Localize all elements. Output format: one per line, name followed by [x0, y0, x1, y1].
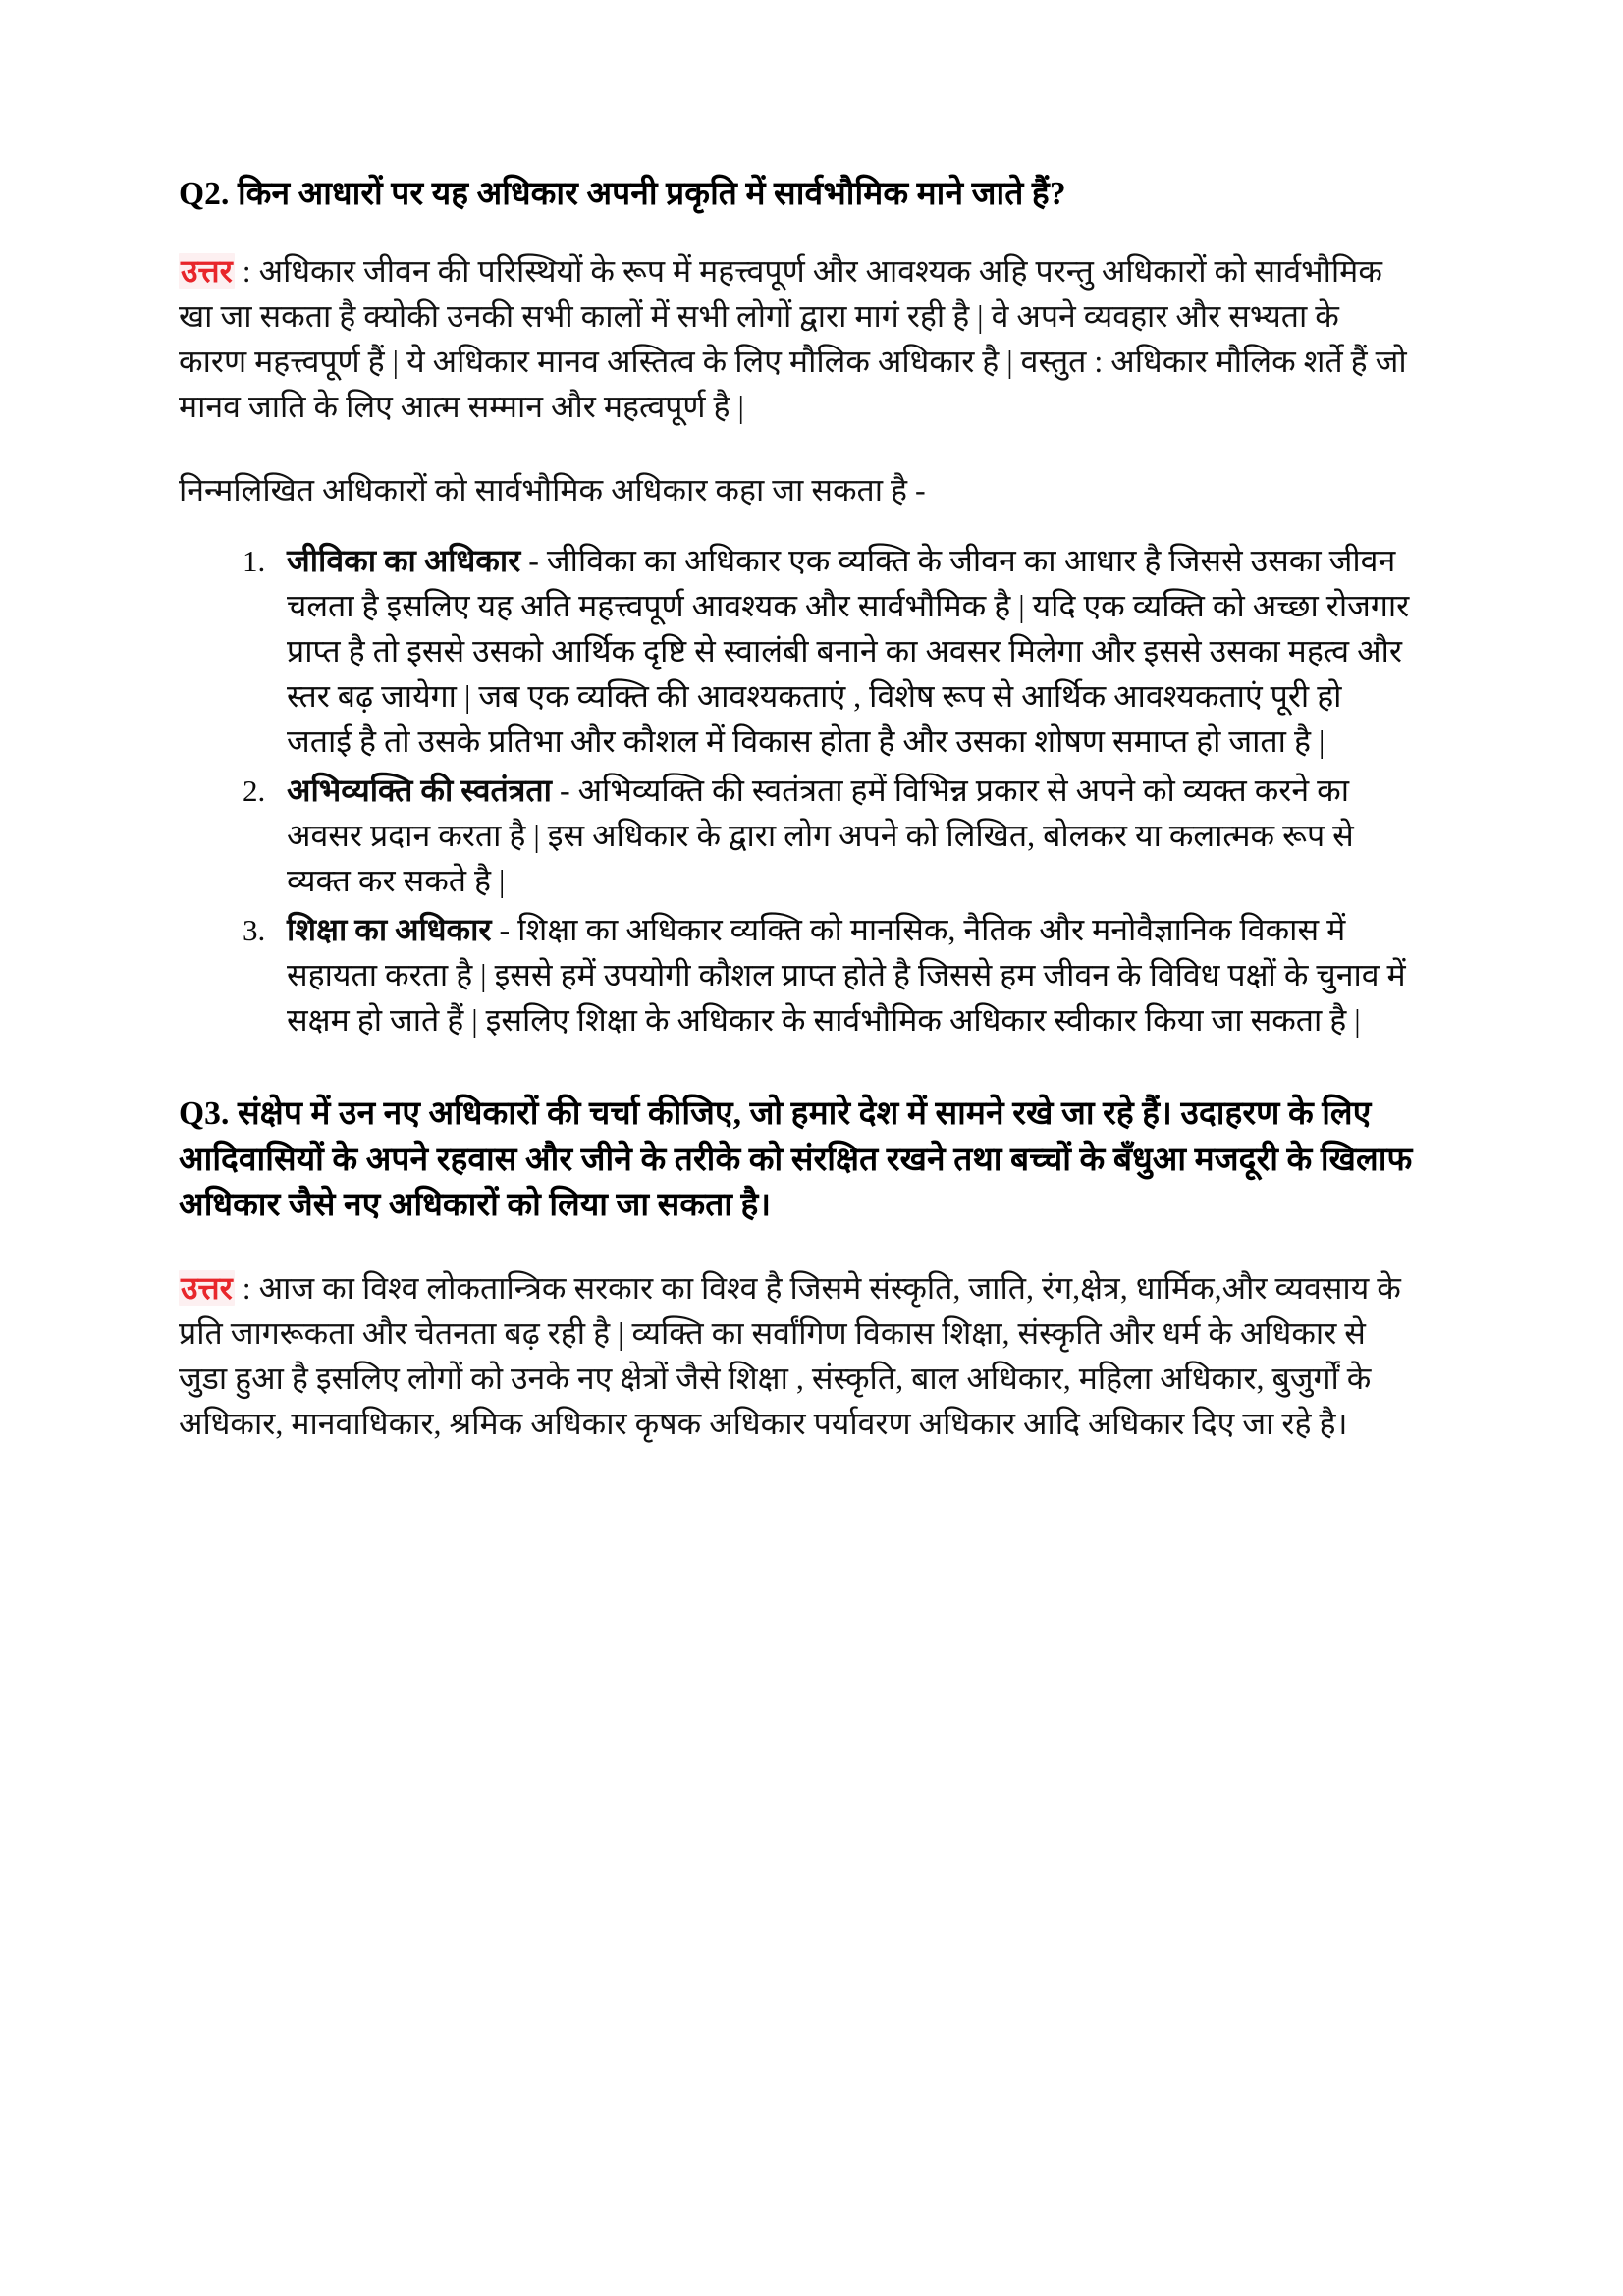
- document-content: [179, 172, 1412, 1446]
- right-description: शिक्षा का अधिकार व्यक्ति को मानसिक, नैतिक और मनोवैज्ञानिक विकास में सहायता करता है | इससे हमें उपयोगी कौशल प्राप्त होते है जिससे हम जीवन के विविध पक्षों के चुनाव में सक्षम हो जाते हैं | इसलिए शिक्षा के अधिकार के सार्वभौमिक अधिकार स्वीकार किया जा सकता है |: [287, 912, 1406, 1039]
- question-2-heading: Q2. किन आधारों पर यह अधिकार अपनी प्रकृति में सार्वभौमिक माने जाते हैं?: [179, 176, 1066, 212]
- right-term: अभिव्यक्ति की स्वतंत्रता: [287, 773, 552, 808]
- answer-colon: :: [234, 253, 259, 290]
- answer-colon: :: [234, 1270, 259, 1307]
- spacer: [179, 1228, 1412, 1265]
- spacer: [179, 512, 1412, 538]
- right-separator: -: [551, 773, 578, 808]
- list-item: [273, 768, 1412, 903]
- answer-label: उत्तर: [181, 253, 233, 290]
- right-term: शिक्षा का अधिकार: [287, 912, 492, 948]
- answer-text: अधिकार जीवन की परिस्थियों के रूप में महत्त्वपूर्ण और आवश्यक अहि परन्तु अधिकारों को सार्वभौमिक खा जा सकता है क्योकी उनकी सभी कालों में सभी लोगों द्वारा मागं रही है | वे अपने व्यवहार और सभ्यता के कारण महत्त्वपूर्ण हैं | ये अधिकार मानव अस्तित्व के लिए मौलिक अधिकार है | वस्तुत : अधिकार मौलिक शर्ते हैं जो मानव जाति के लिए आत्म सम्मान और महत्वपूर्ण है |: [179, 253, 1407, 425]
- universal-rights-list: [179, 538, 1412, 1043]
- answer-label: उत्तर: [181, 1270, 233, 1307]
- right-description: जीविका का अधिकार एक व्यक्ति के जीवन का आधार है जिससे उसका जीवन चलता है इसलिए यह अति महत्त्वपूर्ण आवश्यक और सार्वभौमिक है | यदि एक व्यक्ति को अच्छा रोजगार प्राप्त है तो इससे उसको आर्थिक दृष्टि से स्वालंबी बनाने का अवसर मिलेगा और इससे उसका महत्व और स्तर बढ़ जायेगा | जब एक व्यक्ति की आवश्यकताएं , विशेष रूप से आर्थिक आवश्यकताएं पूरी हो जताई है तो उसके प्रतिभा और कौशल में विकास होता है और उसका शोषण समाप्त हो जाता है |: [287, 542, 1410, 759]
- right-separator: -: [491, 912, 518, 948]
- rights-list-intro: निन्मलिखित अधिकारों को सार्वभौमिक अधिकार कहा जा सकता है -: [179, 471, 926, 507]
- list-item: [273, 907, 1412, 1042]
- question-3-heading: Q3. संक्षेप में उन नए अधिकारों की चर्चा कीजिए, जो हमारे देश में सामने रखे जा रहे हैं। उदाहरण के लिए आदिवासियों के अपने रहवास और जीने के तरीके को संरक्षित रखने तथा बच्चों के बँधुआ मजदूरी के खिलाफ अधिकार जैसे नए अधिकारों को लिया जा सकता है।: [179, 1095, 1413, 1223]
- spacer: [179, 1046, 1412, 1092]
- spacer: [179, 430, 1412, 467]
- list-item: [273, 538, 1412, 764]
- question-2-answer-paragraph: [179, 248, 1412, 429]
- right-description: अभिव्यक्ति की स्वतंत्रता हमें विभिन्न प्रकार से अपने को व्यक्त करने का अवसर प्रदान करता है | इस अधिकार के द्वारा लोग अपने को लिखित, बोलकर या कलात्मक रूप से व्यक्त कर सकते है |: [287, 773, 1354, 899]
- question-3-answer-paragraph: [179, 1265, 1418, 1446]
- right-term: जीविका का अधिकार: [287, 542, 521, 578]
- right-separator: -: [520, 542, 547, 578]
- answer-text: आज का विश्व लोकतान्त्रिक सरकार का विश्व है जिसमे संस्कृति, जाति, रंग,क्षेत्र, धार्मिक,और व्यवसाय के प्रति जागरूकता और चेतनता बढ़ रही है | व्यक्ति का सर्वांगिण विकास शिक्षा, संस्कृति और धर्म के अधिकार से जुडा हुआ है इसलिए लोगों को उनके नए क्षेत्रों जैसे शिक्षा , संस्कृति, बाल अधिकार, महिला अधिकार, बुजुर्गों के अधिकार, मानवाधिकार, श्रमिक अधिकार कृषक अधिकार पर्यावरण अधिकार आदि अधिकार दिए जा रहे है।: [179, 1270, 1401, 1442]
